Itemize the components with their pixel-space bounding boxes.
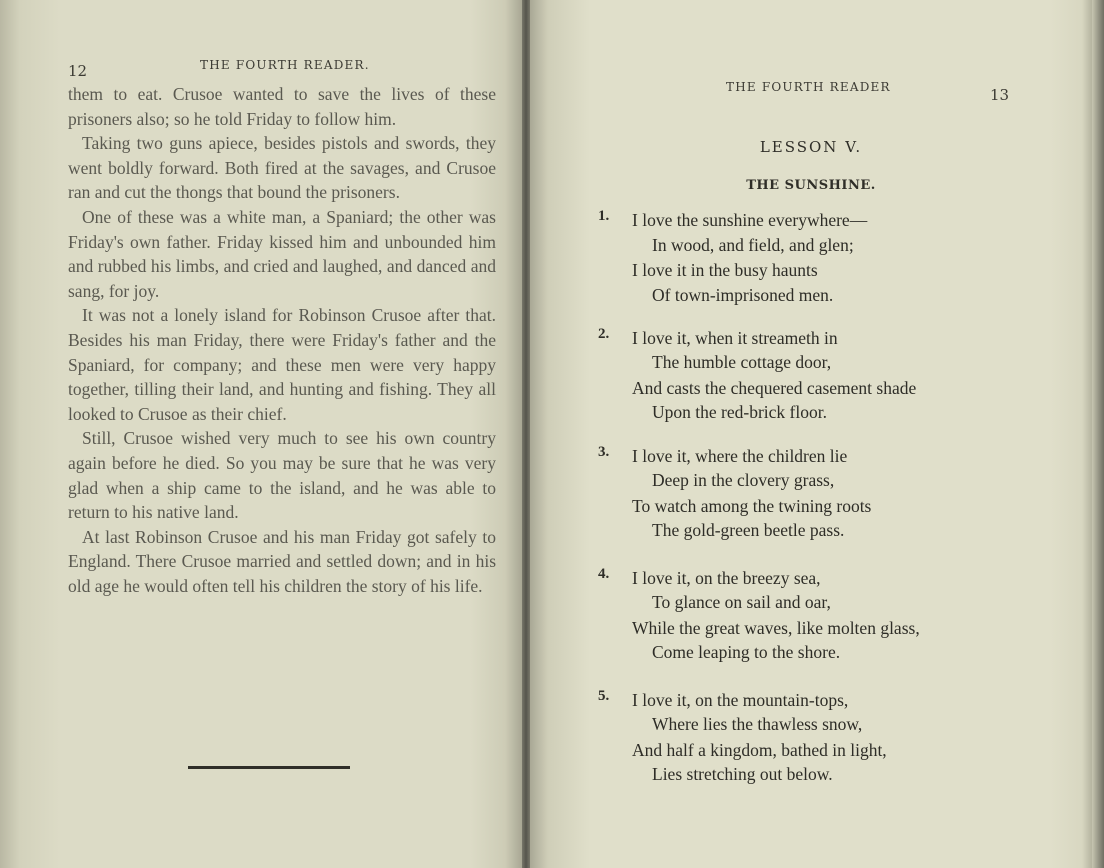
stanza-number: 5.	[598, 688, 610, 704]
poem-title: THE SUNSHINE.	[746, 178, 876, 193]
poem-line: Come leaping to the shore.	[652, 642, 841, 662]
poem-line: And casts the chequered casement shade	[632, 378, 917, 398]
left-page	[0, 0, 522, 868]
poem-line: I love the sunshine everywhere—	[632, 210, 868, 230]
left-running-head: THE FOURTH READER.	[200, 58, 370, 72]
poem-line: And half a kingdom, bathed in light,	[632, 740, 887, 760]
book-edge	[1092, 0, 1104, 868]
poem-line: I love it, where the children lie	[632, 446, 848, 466]
poem-line: To glance on sail and oar,	[652, 592, 831, 612]
poem-line: Deep in the clovery grass,	[652, 470, 835, 490]
poem-line: Upon the red-brick floor.	[652, 402, 827, 422]
poem-line: I love it in the busy haunts	[632, 260, 818, 280]
poem-line: While the great waves, like molten glass,	[632, 618, 920, 638]
stanza-number: 1.	[598, 208, 610, 224]
paragraph: One of these was a white man, a Spaniard; the other was Friday's own father. Friday kissed him and unbounded him and rubbed his limbs, and cried and laughed, and danced and sang, for joy.	[68, 206, 496, 301]
poem-line: I love it, on the mountain-tops,	[632, 690, 849, 710]
poem-line: In wood, and field, and glen;	[652, 235, 854, 255]
right-page-number: 13	[990, 86, 1010, 104]
right-running-head: THE FOURTH READER	[726, 80, 891, 94]
stanza-number: 3.	[598, 444, 610, 460]
left-page-number: 12	[68, 62, 88, 80]
poem-line: Where lies the thawless snow,	[652, 714, 863, 734]
poem-line: I love it, when it streameth in	[632, 328, 838, 348]
paragraph: It was not a lonely island for Robinson Crusoe after that. Besides his man Friday, there were Friday's father and the Spaniard, for company; and these men were very happy together, tilling their land, and hunting and fishing. They all looked to Crusoe as their chief.	[68, 305, 496, 424]
stanza-number: 2.	[598, 326, 610, 342]
book-gutter	[522, 0, 530, 868]
lesson-title: LESSON V.	[759, 138, 863, 156]
story-text	[68, 82, 496, 598]
poem-line: The gold-green beetle pass.	[652, 520, 845, 540]
paragraph: At last Robinson Crusoe and his man Friday got safely to England. There Crusoe married and settled down; and in his old age he would often tell his children the story of his life.	[68, 526, 496, 596]
paragraph: Taking two guns apiece, besides pistols and swords, they went boldly forward. Both fired at the savages, and Crusoe ran and cut the thongs that bound the prisoners.	[68, 133, 496, 203]
paragraph: Still, Crusoe wished very much to see his own country again before he died. So you may be sure that he was very glad when a ship came to the island, and he was able to return to his native land.	[68, 428, 496, 523]
poem-line: Lies stretching out below.	[652, 764, 833, 784]
poem-line: The humble cottage door,	[652, 352, 832, 372]
poem-line: To watch among the twining roots	[632, 496, 872, 516]
poem-line: Of town-imprisoned men.	[652, 285, 834, 305]
stanza-number: 4.	[598, 566, 610, 582]
paragraph: them to eat. Crusoe wanted to save the lives of these prisoners also; so he told Friday to follow him.	[68, 84, 496, 129]
end-rule	[188, 766, 350, 769]
poem-line: I love it, on the breezy sea,	[632, 568, 821, 588]
